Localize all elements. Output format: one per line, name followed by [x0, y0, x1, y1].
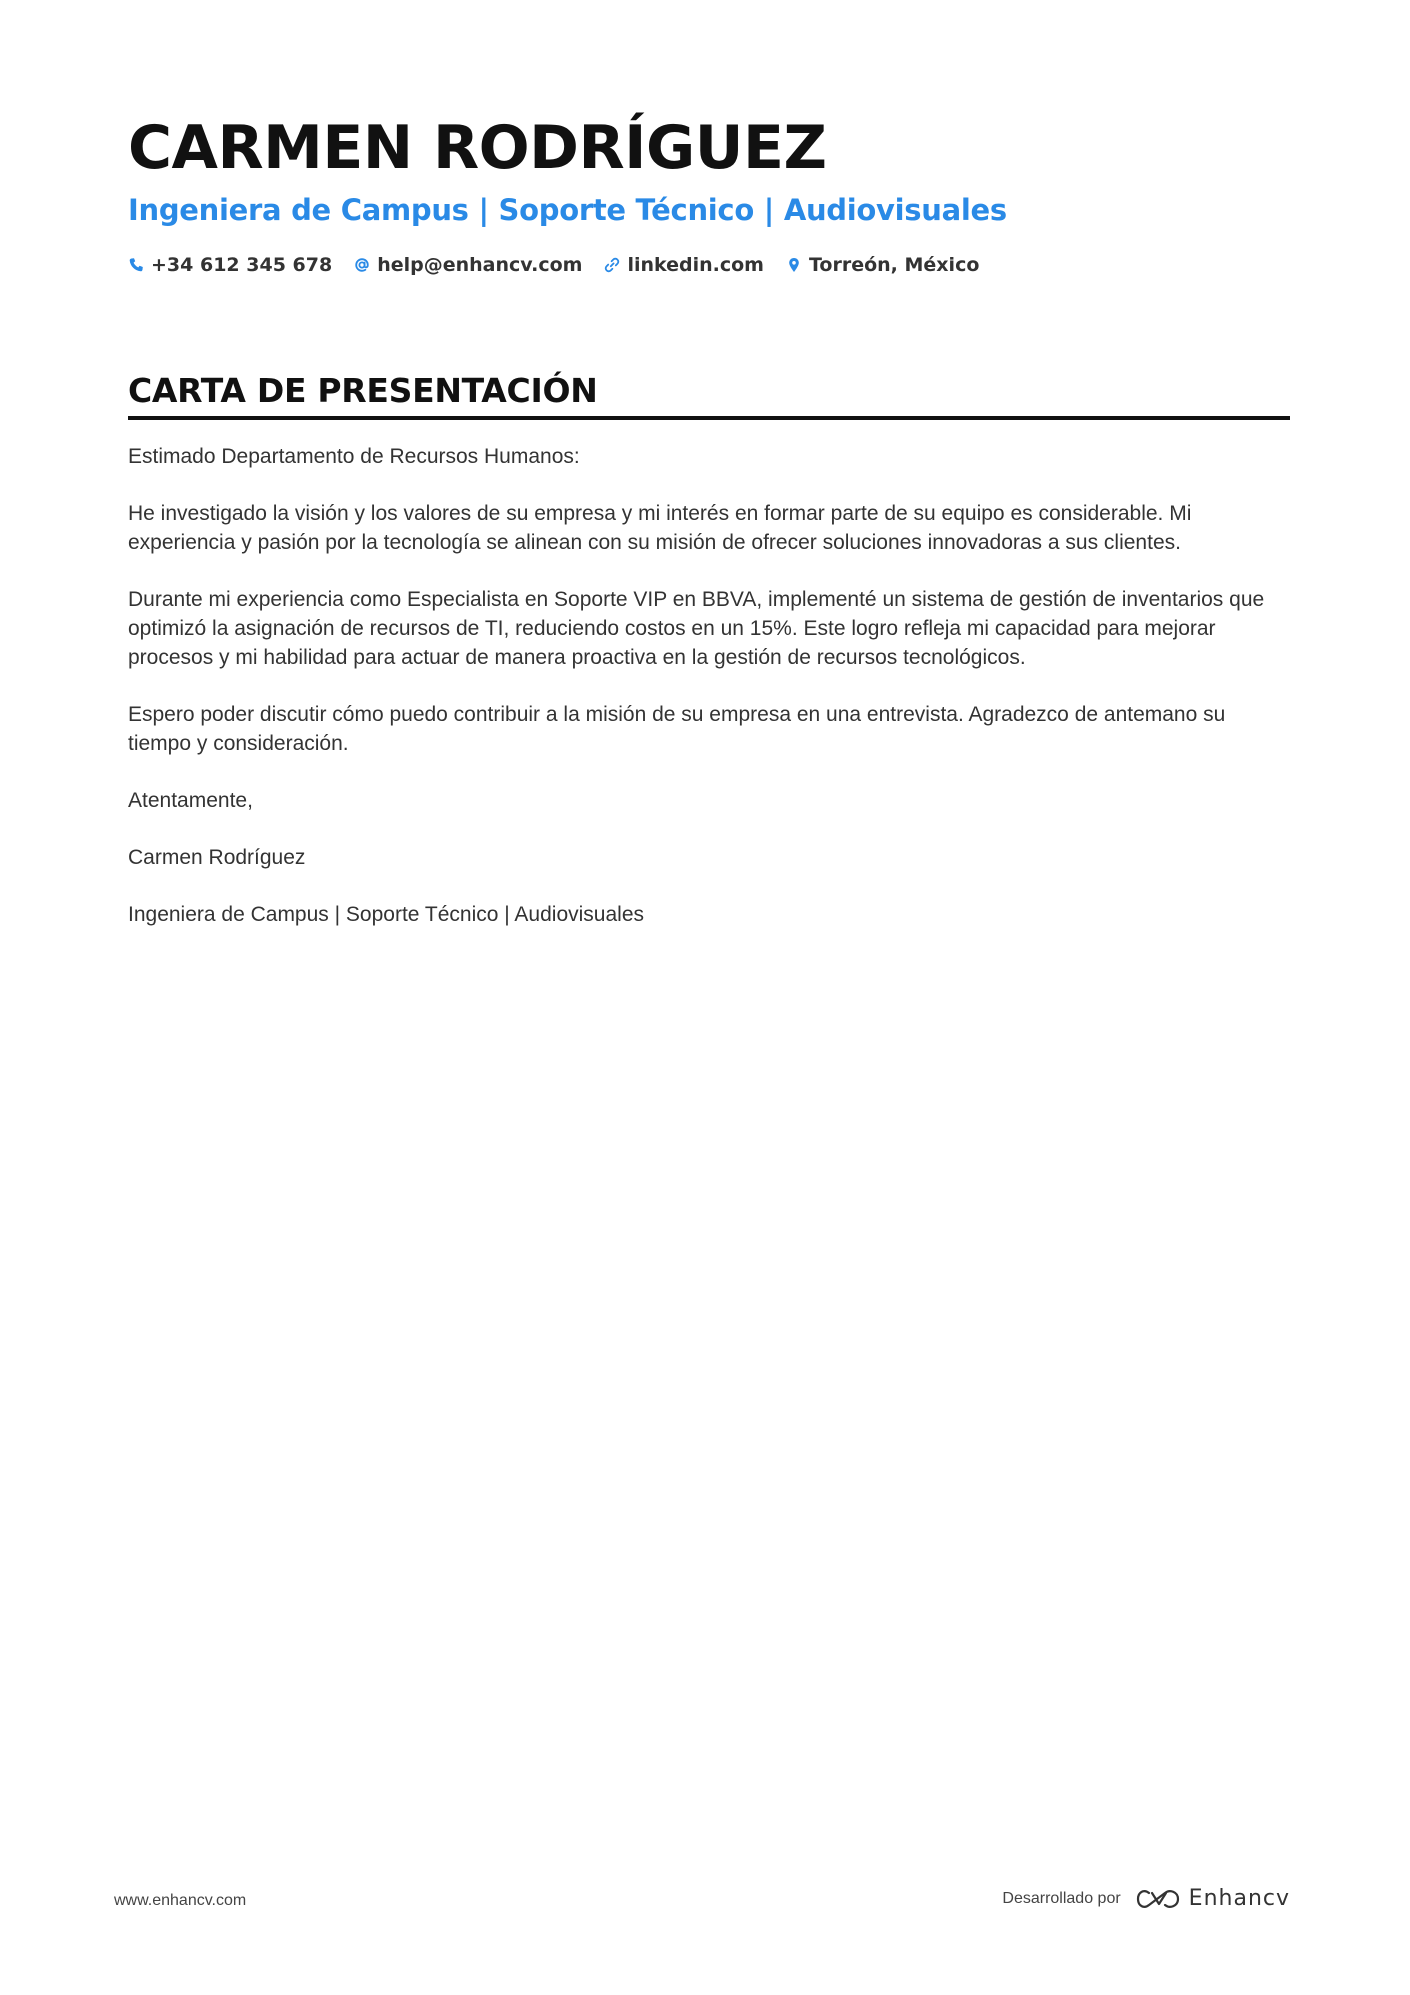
- letter-paragraph: Espero poder discutir cómo puedo contribuir a la misión de su empresa en una entrevista. Agradezco de antemano su tiempo y consideración.: [128, 703, 1226, 755]
- letter-signature: Carmen Rodríguez: [128, 846, 306, 869]
- letter-signature-title: Ingeniera de Campus | Soporte Técnico | Audiovisuales: [128, 903, 644, 926]
- contact-linkedin[interactable]: [604, 254, 764, 276]
- letter-greeting: Estimado Departamento de Recursos Humanos:: [128, 445, 580, 468]
- phone-icon: [128, 257, 144, 273]
- section-heading: CARTA DE PRESENTACIÓN: [128, 371, 598, 410]
- brand-name: Enhancv: [1188, 1886, 1290, 1911]
- letter-paragraph: He investigado la visión y los valores de su empresa y mi interés en formar parte de su equipo es considerable. Mi experiencia y pasión por la tecnología se alinean con su misión de ofrecer soluciones innovadoras a sus clientes.: [128, 502, 1192, 554]
- contact-phone: [128, 254, 332, 276]
- powered-by-label: Desarrollado por: [1002, 1889, 1121, 1907]
- location-pin-icon: [786, 257, 802, 273]
- candidate-name: CARMEN RODRÍGUEZ: [128, 113, 827, 183]
- letter-closing: Atentamente,: [128, 789, 253, 812]
- contact-location-text: Torreón, México: [808, 254, 980, 276]
- contact-bar: [128, 254, 1290, 276]
- link-icon: [604, 257, 620, 273]
- contact-linkedin-text[interactable]: linkedin.com: [627, 254, 764, 276]
- contact-location: [786, 254, 979, 276]
- contact-email[interactable]: [354, 254, 582, 276]
- footer-website[interactable]: www.enhancv.com: [114, 1892, 247, 1909]
- contact-phone-text: +34 612 345 678: [151, 254, 333, 276]
- cover-letter-page: [128, 110, 1290, 957]
- section-divider: [128, 416, 1290, 420]
- enhancv-logo-icon: [1135, 1887, 1181, 1911]
- footer-branding: [1002, 1886, 1290, 1911]
- letter-paragraph: Durante mi experiencia como Especialista en Soporte VIP en BBVA, implementé un sistema de gestión de inventarios que optimizó la asignación de recursos de TI, reduciendo costos en un 15%. Este logro refleja mi capacidad para mejorar procesos y mi habilidad para actuar de manera proactiva en la gestión de recursos tecnológicos.: [128, 588, 1265, 669]
- letter-body: [128, 442, 1290, 929]
- contact-email-text[interactable]: help@enhancv.com: [377, 254, 583, 276]
- at-icon: [354, 257, 370, 273]
- candidate-title: Ingeniera de Campus | Soporte Técnico | Audiovisuales: [128, 193, 1007, 227]
